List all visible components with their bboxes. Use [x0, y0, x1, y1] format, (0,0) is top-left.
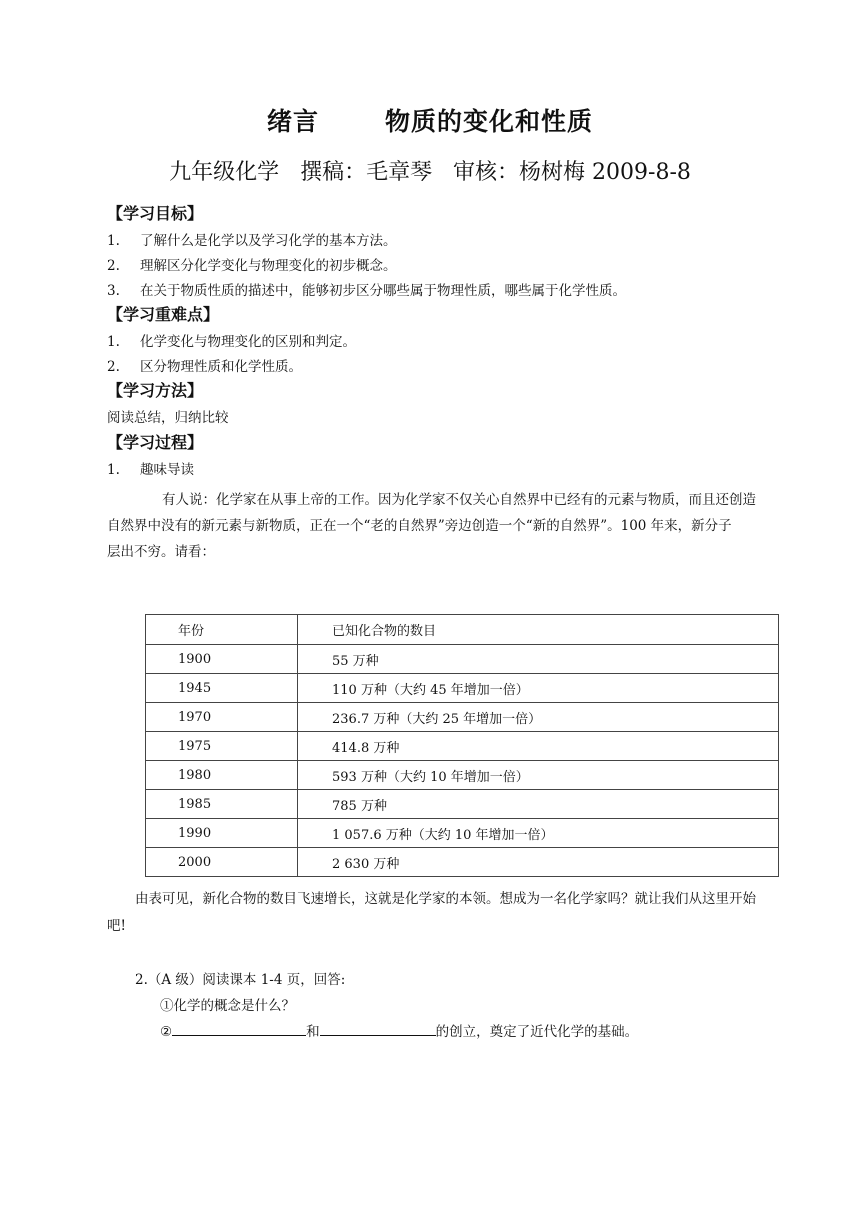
answer-blank-1[interactable] — [172, 1021, 306, 1036]
goal-number: 1. — [107, 233, 120, 249]
keypoint-number: 1. — [107, 334, 120, 350]
intro-line-3: 层出不穷。请看： — [107, 544, 215, 560]
goal-text: 了解什么是化学以及学习化学的基本方法。 — [140, 233, 397, 249]
goal-text: 在关于物质性质的描述中，能够初步区分哪些属于物理性质，哪些属于化学性质。 — [140, 283, 626, 299]
process-text: 趣味导读 — [140, 462, 194, 478]
question-2: 2.（A 级）阅读课本 1-4 页，回答: — [135, 972, 346, 988]
answer-blank-2[interactable] — [320, 1021, 436, 1036]
table-cell-year: 1945 — [146, 674, 298, 703]
goal-number: 2. — [107, 258, 120, 274]
table-cell-year: 1980 — [146, 761, 298, 790]
method-heading: 【学习方法】 — [107, 381, 204, 400]
page-title — [0, 102, 860, 138]
table-cell-year: 1970 — [146, 703, 298, 732]
title-left: 绪言 — [266, 107, 319, 136]
keypoints-heading: 【学习重难点】 — [107, 305, 220, 324]
goal-item — [107, 279, 626, 299]
table-cell-count: 110 万种（大约 45 年增加一倍） — [298, 674, 779, 703]
table-cell-year: 2000 — [146, 848, 298, 877]
table-row — [146, 645, 779, 674]
table-cell-count: 785 万种 — [298, 790, 779, 819]
table-cell-year: 1900 — [146, 645, 298, 674]
table-cell-year: 1985 — [146, 790, 298, 819]
table-cell-count: 593 万种（大约 10 年增加一倍） — [298, 761, 779, 790]
goal-number: 3. — [107, 283, 120, 299]
subtitle: 九年级化学 撰稿：毛章琴 审核：杨树梅 2009-8-8 — [169, 160, 691, 185]
table-row — [146, 848, 779, 877]
table-header-year: 年份 — [146, 615, 298, 645]
table-row — [146, 732, 779, 761]
compound-count-table — [145, 614, 779, 877]
table-row — [146, 819, 779, 848]
table-row — [146, 674, 779, 703]
table-row — [146, 761, 779, 790]
table-cell-count: 236.7 万种（大约 25 年增加一倍） — [298, 703, 779, 732]
table-cell-count: 55 万种 — [298, 645, 779, 674]
keypoint-item — [107, 355, 302, 375]
question-suffix: 的创立，奠定了近代化学的基础。 — [435, 1024, 639, 1040]
intro-line-1: 有人说：化学家在从事上帝的工作。因为化学家不仅关心自然界中已经有的元素与物质，而且还创造 — [162, 492, 756, 508]
table-row — [146, 790, 779, 819]
intro-line-2: 自然界中没有的新元素与新物质，正在一个“老的自然界”旁边创造一个“新的自然界”。100 年来，新分子 — [107, 518, 732, 534]
keypoint-item — [107, 330, 356, 350]
goal-item — [107, 229, 397, 249]
goal-item — [107, 254, 397, 274]
table-row — [146, 703, 779, 732]
goal-text: 理解区分化学变化与物理变化的初步概念。 — [140, 258, 397, 274]
keypoint-text: 区分物理性质和化学性质。 — [140, 359, 302, 375]
table-cell-count: 414.8 万种 — [298, 732, 779, 761]
table-cell-year: 1990 — [146, 819, 298, 848]
conclusion-line-2: 吧! — [107, 918, 126, 934]
table-cell-year: 1975 — [146, 732, 298, 761]
table-cell-count: 2 630 万种 — [298, 848, 779, 877]
table-cell-count: 1 057.6 万种（大约 10 年增加一倍） — [298, 819, 779, 848]
process-item-1 — [107, 458, 194, 478]
table-header-count: 已知化合物的数目 — [298, 615, 779, 645]
goals-heading: 【学习目标】 — [107, 204, 204, 223]
method-text: 阅读总结，归纳比较 — [107, 410, 229, 426]
title-right: 物质的变化和性质 — [385, 107, 594, 136]
process-number: 1. — [107, 462, 120, 478]
conclusion-line-1: 由表可见，新化合物的数目飞速增长，这就是化学家的本领。想成为一名化学家吗？就让我们从这里开始 — [135, 891, 756, 907]
table-header-row — [146, 615, 779, 645]
question-2-part-2 — [160, 1020, 638, 1040]
question-2-part-1: ①化学的概念是什么？ — [160, 998, 295, 1014]
keypoint-text: 化学变化与物理变化的区别和判定。 — [140, 334, 356, 350]
process-heading: 【学习过程】 — [107, 433, 204, 452]
keypoint-number: 2. — [107, 359, 120, 375]
circle-number-2: ② — [160, 1024, 173, 1040]
conjunction-text: 和 — [306, 1024, 320, 1040]
